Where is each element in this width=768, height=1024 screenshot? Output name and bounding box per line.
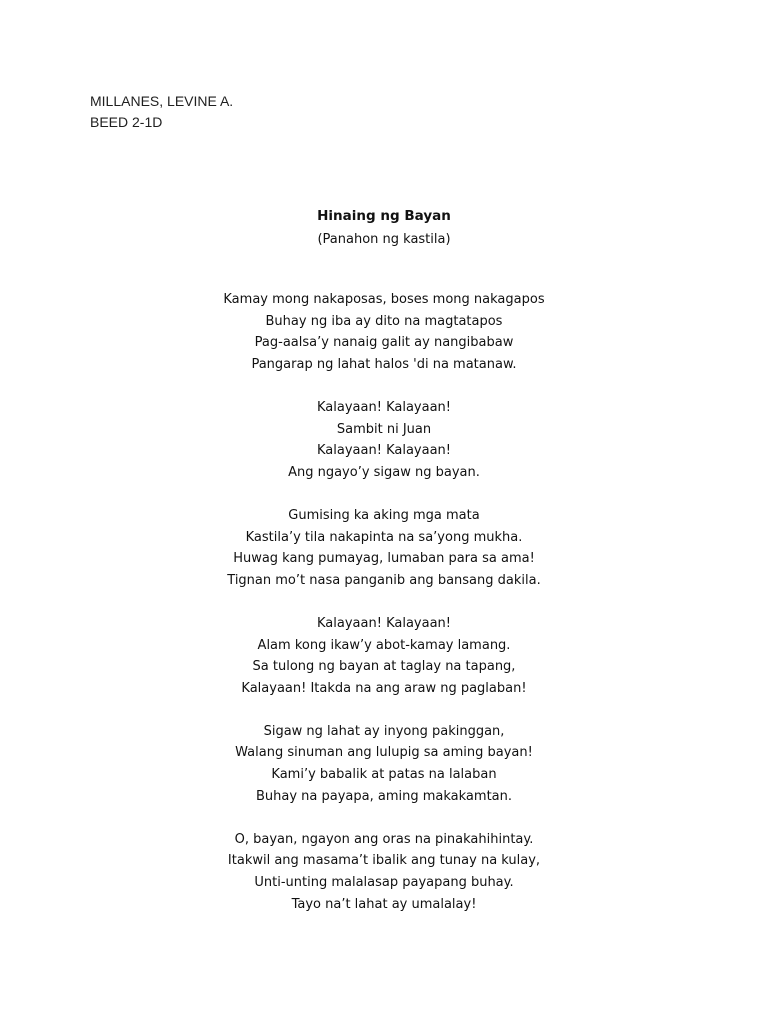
- poem-line: Buhay na payapa, aming makakamtan.: [255, 788, 512, 804]
- poem-line: Tignan mo’t nasa panganib ang bansang dakila.: [227, 572, 541, 588]
- poem-line: Kamay mong nakaposas, boses mong nakagapos: [223, 292, 545, 307]
- poem-line: Sigaw ng lahat ay inyong pakinggan,: [263, 723, 505, 739]
- stanza-5: [0, 721, 768, 807]
- author-section: BEED 2-1D: [90, 114, 163, 130]
- poem-line: Tayo na’t lahat ay umalalay!: [291, 896, 477, 912]
- poem-line: Pangarap ng lahat halos 'di na matanaw.: [251, 356, 517, 372]
- stanza-2: [0, 397, 768, 483]
- poem-line: Huwag kang pumayag, lumaban para sa ama!: [233, 551, 535, 567]
- author-name: MILLANES, LEVINE A.: [90, 93, 234, 109]
- poem-line: Walang sinuman ang lulupig sa aming bayan!: [235, 745, 533, 761]
- poem-line: Alam kong ikaw’y abot-kamay lamang.: [257, 637, 511, 653]
- poem-subtitle: (Panahon ng kastila): [317, 232, 451, 247]
- poem-line: O, bayan, ngayon ang oras na pinakahihintay.: [234, 831, 534, 847]
- stanza-3: [0, 505, 768, 591]
- poem-line: Kalayaan! Kalayaan!: [317, 443, 451, 459]
- poem-line: Kami’y babalik at patas na lalaban: [271, 767, 497, 783]
- poem-title: Hinaing ng Bayan: [317, 208, 451, 224]
- poem-line: Buhay ng iba ay dito na magtatapos: [265, 313, 503, 329]
- stanza-4: [0, 613, 768, 699]
- poem-line: Gumising ka aking mga mata: [288, 507, 480, 523]
- poem-line: Pag-aalsa’y nanaig galit ay nangibabaw: [254, 335, 514, 351]
- stanza-1: [0, 289, 768, 375]
- poem-line: Kalayaan! Kalayaan!: [317, 399, 451, 415]
- poem-line: Kalayaan! Kalayaan!: [317, 615, 451, 631]
- poem-body: [0, 289, 768, 937]
- stanza-6: [0, 829, 768, 915]
- poem-line: Sambit ni Juan: [336, 421, 432, 437]
- poem-line: Sa tulong ng bayan at taglay na tapang,: [252, 659, 516, 675]
- poem-line: Unti-unting malalasap payapang buhay.: [254, 875, 514, 891]
- poem-line: Kalayaan! Itakda na ang araw ng paglaban!: [241, 680, 527, 696]
- author-header: [90, 91, 233, 133]
- poem-line: Itakwil ang masama’t ibalik ang tunay na kulay,: [227, 853, 541, 869]
- poem-line: Ang ngayo’y sigaw ng bayan.: [288, 464, 480, 480]
- poem-line: Kastila’y tila nakapinta na sa’yong mukha.: [245, 529, 523, 545]
